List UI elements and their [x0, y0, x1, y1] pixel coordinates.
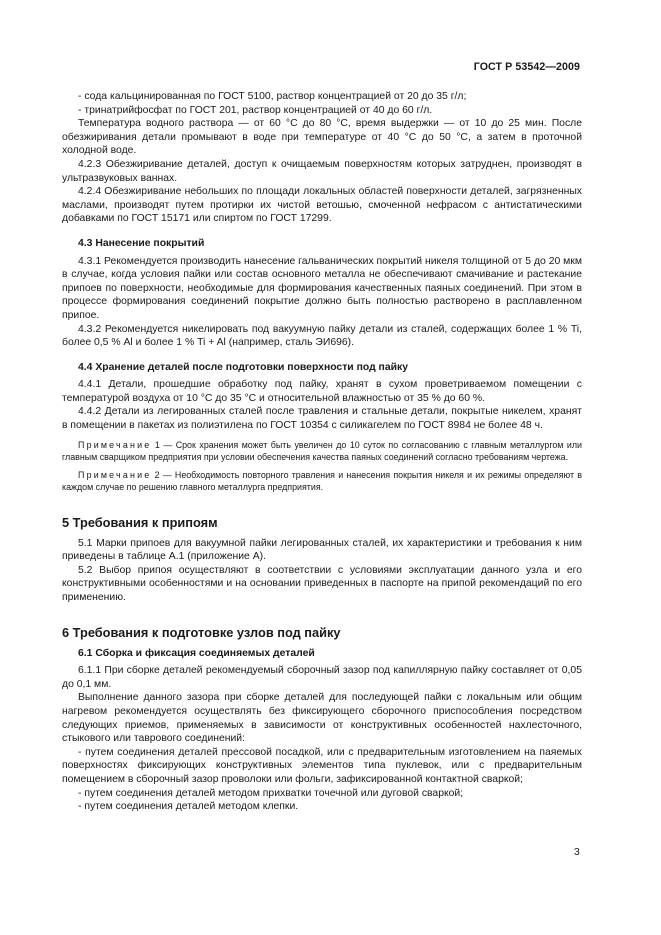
paragraph: 4.2.4 Обезжиривание небольших по площади локальных областей поверхности деталей, загрязненных маслами, производят путем протирки их чистой ветошью, смоченной нефрасом с антистатическими добавками по ГОСТ 15171 или спиртом по ГОСТ 17299. — [62, 186, 582, 225]
paragraph: 5.1 Марки припоев для вакуумной пайки легированных сталей, их характеристики и требования к ним приведены в таблице А.1 (приложение А). — [62, 537, 582, 563]
note-label: Примечание — [78, 469, 152, 480]
page-number: 3 — [574, 847, 580, 858]
paragraph: 4.2.3 Обезжиривание деталей, доступ к очищаемым поверхностям которых затруднен, производят в ультразвуковых ваннах. — [62, 158, 582, 184]
note-text: 1 — Срок хранения может быть увеличен до 10 суток по согласованию с главным металлургом или главным сварщиком предприятия при условии обеспечения качества паяных соединений согласно требованиям чертежа. — [62, 439, 582, 462]
note-text: 2 — Необходимость повторного травления и нанесения покрытия никеля и их режимы определяют в каждом случае по решению главного металлурга предприятия. — [62, 469, 582, 492]
document-body — [62, 90, 582, 814]
paragraph: 4.4.2 Детали из легированных сталей после травления и стальные детали, покрытые никелем, хранят в помещении в пакетах из полиэтилена по ГОСТ 10354 с силикагелем по ГОСТ 8984 не более 48 ч. — [62, 406, 582, 432]
list-item: - сода кальцинированная по ГОСТ 5100, раствор концентрацией от 20 до 35 г/л; — [78, 91, 467, 102]
paragraph: 4.3.1 Рекомендуется производить нанесение гальванических покрытий никеля толщиной от 5 до 20 мкм в случае, когда условия пайки или состав основного металла не обеспечивают смачивание и растекание припоев по поверхности, необходимые для формирования качественных паяных соединений. При этом в процессе формирования соединений покрытие должно быть полностью растворено в расплавленном припое. — [62, 255, 582, 321]
list-item: - путем соединения деталей прессовой посадкой, или с предварительным изготовлением на паяемых поверхностях фиксирующих конструктивных элементов типа пуклевок, или с предварительным помещением в сборочный зазор проволоки или фольги, зафиксированной контактной сваркой; — [62, 746, 582, 785]
note-2 — [62, 469, 582, 493]
subsection-heading-4-4: 4.4 Хранение деталей после подготовки поверхности под пайку — [78, 361, 408, 373]
paragraph: 4.4.1 Детали, прошедшие обработку под пайку, хранят в сухом проветриваемом помещении с температурой воздуха от 10 °С до 35 °С и относительной влажностью от 35 % до 60 %. — [62, 379, 582, 404]
document-header: ГОСТ Р 53542—2009 — [473, 61, 580, 73]
list-item: - тринатрийфосфат по ГОСТ 201, раствор концентрацией от 40 до 60 г/л. — [78, 104, 433, 116]
paragraph: 4.3.2 Рекомендуется никелировать под вакуумную пайку детали из сталей, содержащих более 1 % Ti, более 0,5 % Al и более 1 % Ti + Al (например, сталь ЭИ696). — [62, 323, 582, 349]
subsection-heading-4-3: 4.3 Нанесение покрытий — [78, 237, 205, 249]
note-label: Примечание — [78, 439, 152, 450]
list-item: - путем соединения деталей методом прихватки точечной или дуговой сваркой; — [78, 787, 464, 799]
section-heading-6: 6 Требования к подготовке узлов под пайку — [62, 624, 341, 640]
paragraph: Выполнение данного зазора при сборке деталей для последующей пайки с локальным или общим нагревом рекомендуется осуществлять без фиксирующего сборочного приспособления посредством следующих приемов, применяемых в зависимости от конструктивных особенностей нахлесточного, стыкового или таврового соединений: — [62, 692, 582, 745]
paragraph: Температура водного раствора — от 60 °С до 80 °С, время выдержки — от 10 до 25 мин. После обезжиривания детали промывают в воде при температуре от 40 °С до 50 °С, а затем в проточной холодной воде. — [62, 118, 582, 157]
section-heading-5: 5 Требования к припоям — [62, 514, 218, 530]
list-item: - путем соединения деталей методом клепки. — [78, 801, 299, 813]
subsection-heading-6-1: 6.1 Сборка и фиксация соединяемых деталей — [78, 647, 315, 659]
paragraph: 6.1.1 При сборке деталей рекомендуемый сборочный зазор под капиллярную пайку составляет от 0,05 до 0,1 мм. — [62, 665, 582, 690]
note-1 — [62, 439, 582, 463]
paragraph: 5.2 Выбор припоя осуществляют в соответствии с условиями эксплуатации данного узла и его конструктивными особенностями и на основании приведенных в паспорте на припой рекомендаций по его применению. — [62, 564, 582, 604]
